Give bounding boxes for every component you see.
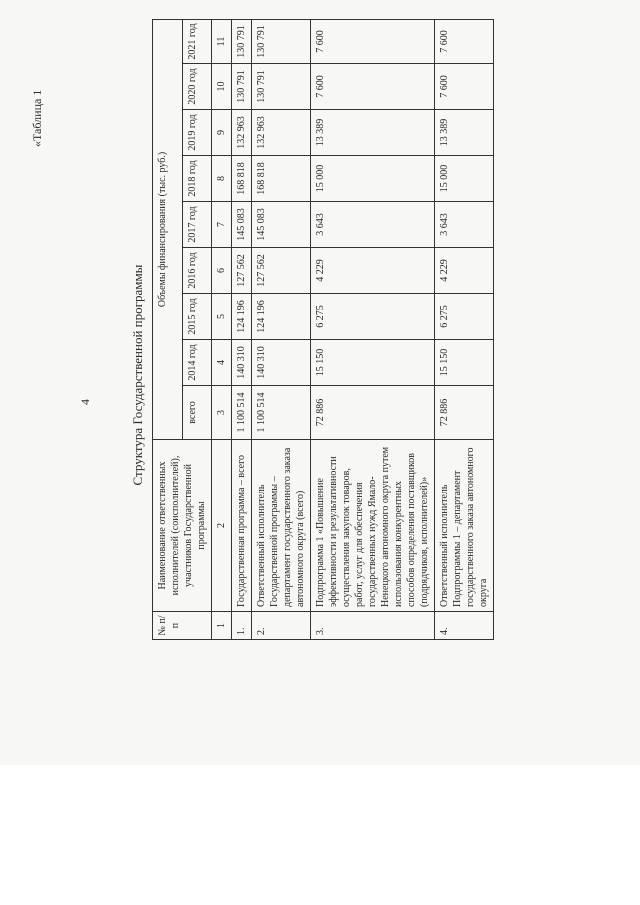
header-funding: Объемы финансирования (тыс. руб.) — [153, 19, 183, 439]
column-number: 8 — [212, 156, 232, 202]
header-year: 2017 год — [182, 202, 212, 248]
row-year-value: 145 083 — [252, 202, 311, 248]
row-year-value: 3 643 — [435, 202, 494, 248]
row-year-value: 4 229 — [435, 248, 494, 294]
row-year-value: 127 562 — [232, 248, 252, 294]
column-number: 10 — [212, 64, 232, 110]
row-name: Ответственный исполнитель Государственной программы – департамент государственного заказа автономного округа (всего) — [252, 440, 311, 612]
row-year-value: 124 196 — [232, 294, 252, 340]
row-year-value: 7 600 — [435, 19, 494, 63]
header-year: 2014 год — [182, 340, 212, 386]
header-year: 2015 год — [182, 294, 212, 340]
column-number: 7 — [212, 202, 232, 248]
row-name: Ответственный исполнитель Подпрограммы 1 – департамент государственного заказа автономного округа — [435, 440, 494, 612]
row-year-value: 15 000 — [435, 156, 494, 202]
row-number: 2. — [252, 612, 311, 640]
document-title: Структура Государственной программы — [130, 264, 145, 486]
row-year-value: 13 389 — [311, 110, 435, 156]
row-year-value: 168 818 — [232, 156, 252, 202]
column-number: 1 — [212, 612, 232, 640]
row-year-value: 132 963 — [232, 110, 252, 156]
header-year: 2016 год — [182, 248, 212, 294]
row-year-value: 7 600 — [311, 64, 435, 110]
column-number: 9 — [212, 110, 232, 156]
header-year: 2020 год — [182, 64, 212, 110]
row-year-value: 168 818 — [252, 156, 311, 202]
column-number: 6 — [212, 248, 232, 294]
header-name: Наименование ответственных исполнителей (соисполнителей), участников Государственной программы — [153, 440, 212, 612]
row-year-value: 13 389 — [435, 110, 494, 156]
table-row — [311, 19, 435, 639]
header-total: всего — [182, 386, 212, 440]
row-year-value: 3 643 — [311, 202, 435, 248]
row-total: 72 886 — [435, 386, 494, 440]
column-number-row — [212, 19, 232, 639]
header-row-1 — [153, 19, 183, 639]
column-number: 11 — [212, 19, 232, 63]
column-number: 3 — [212, 386, 232, 440]
row-year-value: 130 791 — [252, 19, 311, 63]
column-number: 4 — [212, 340, 232, 386]
row-total: 1 100 514 — [252, 386, 311, 440]
row-year-value: 4 229 — [311, 248, 435, 294]
table-row — [252, 19, 311, 639]
row-total: 72 886 — [311, 386, 435, 440]
row-year-value: 145 083 — [232, 202, 252, 248]
header-year: 2021 год — [182, 19, 212, 63]
row-number: 4. — [435, 612, 494, 640]
row-year-value: 130 791 — [252, 64, 311, 110]
row-number: 3. — [311, 612, 435, 640]
row-year-value: 124 196 — [252, 294, 311, 340]
row-year-value: 15 150 — [435, 340, 494, 386]
row-year-value: 140 310 — [252, 340, 311, 386]
row-year-value: 130 791 — [232, 19, 252, 63]
row-year-value: 15 150 — [311, 340, 435, 386]
row-year-value: 127 562 — [252, 248, 311, 294]
row-year-value: 15 000 — [311, 156, 435, 202]
row-year-value: 7 600 — [435, 64, 494, 110]
table-row — [435, 19, 494, 639]
column-number: 2 — [212, 440, 232, 612]
header-year: 2019 год — [182, 110, 212, 156]
column-number: 5 — [212, 294, 232, 340]
row-name: Подпрограмма 1 «Повышение эффективности и результативности осуществления закупок товаров, работ, услуг для обеспечения государственных нужд Ямало-Ненецкого автономного округа путем использования конкурентных способов определения поставщиков (подрядчиков, исполнителей)» — [311, 440, 435, 612]
row-year-value: 140 310 — [232, 340, 252, 386]
row-number: 1. — [232, 612, 252, 640]
page-number: 4 — [78, 399, 92, 405]
table-row — [232, 19, 252, 639]
row-year-value: 132 963 — [252, 110, 311, 156]
table-reference: «Таблица 1 — [30, 89, 44, 147]
row-total: 1 100 514 — [232, 386, 252, 440]
row-year-value: 130 791 — [232, 64, 252, 110]
row-year-value: 6 275 — [311, 294, 435, 340]
header-number: № п/п — [153, 612, 212, 640]
row-year-value: 6 275 — [435, 294, 494, 340]
row-name: Государственная программа – всего — [232, 440, 252, 612]
header-year: 2018 год — [182, 156, 212, 202]
structure-table — [152, 19, 494, 640]
row-year-value: 7 600 — [311, 19, 435, 63]
